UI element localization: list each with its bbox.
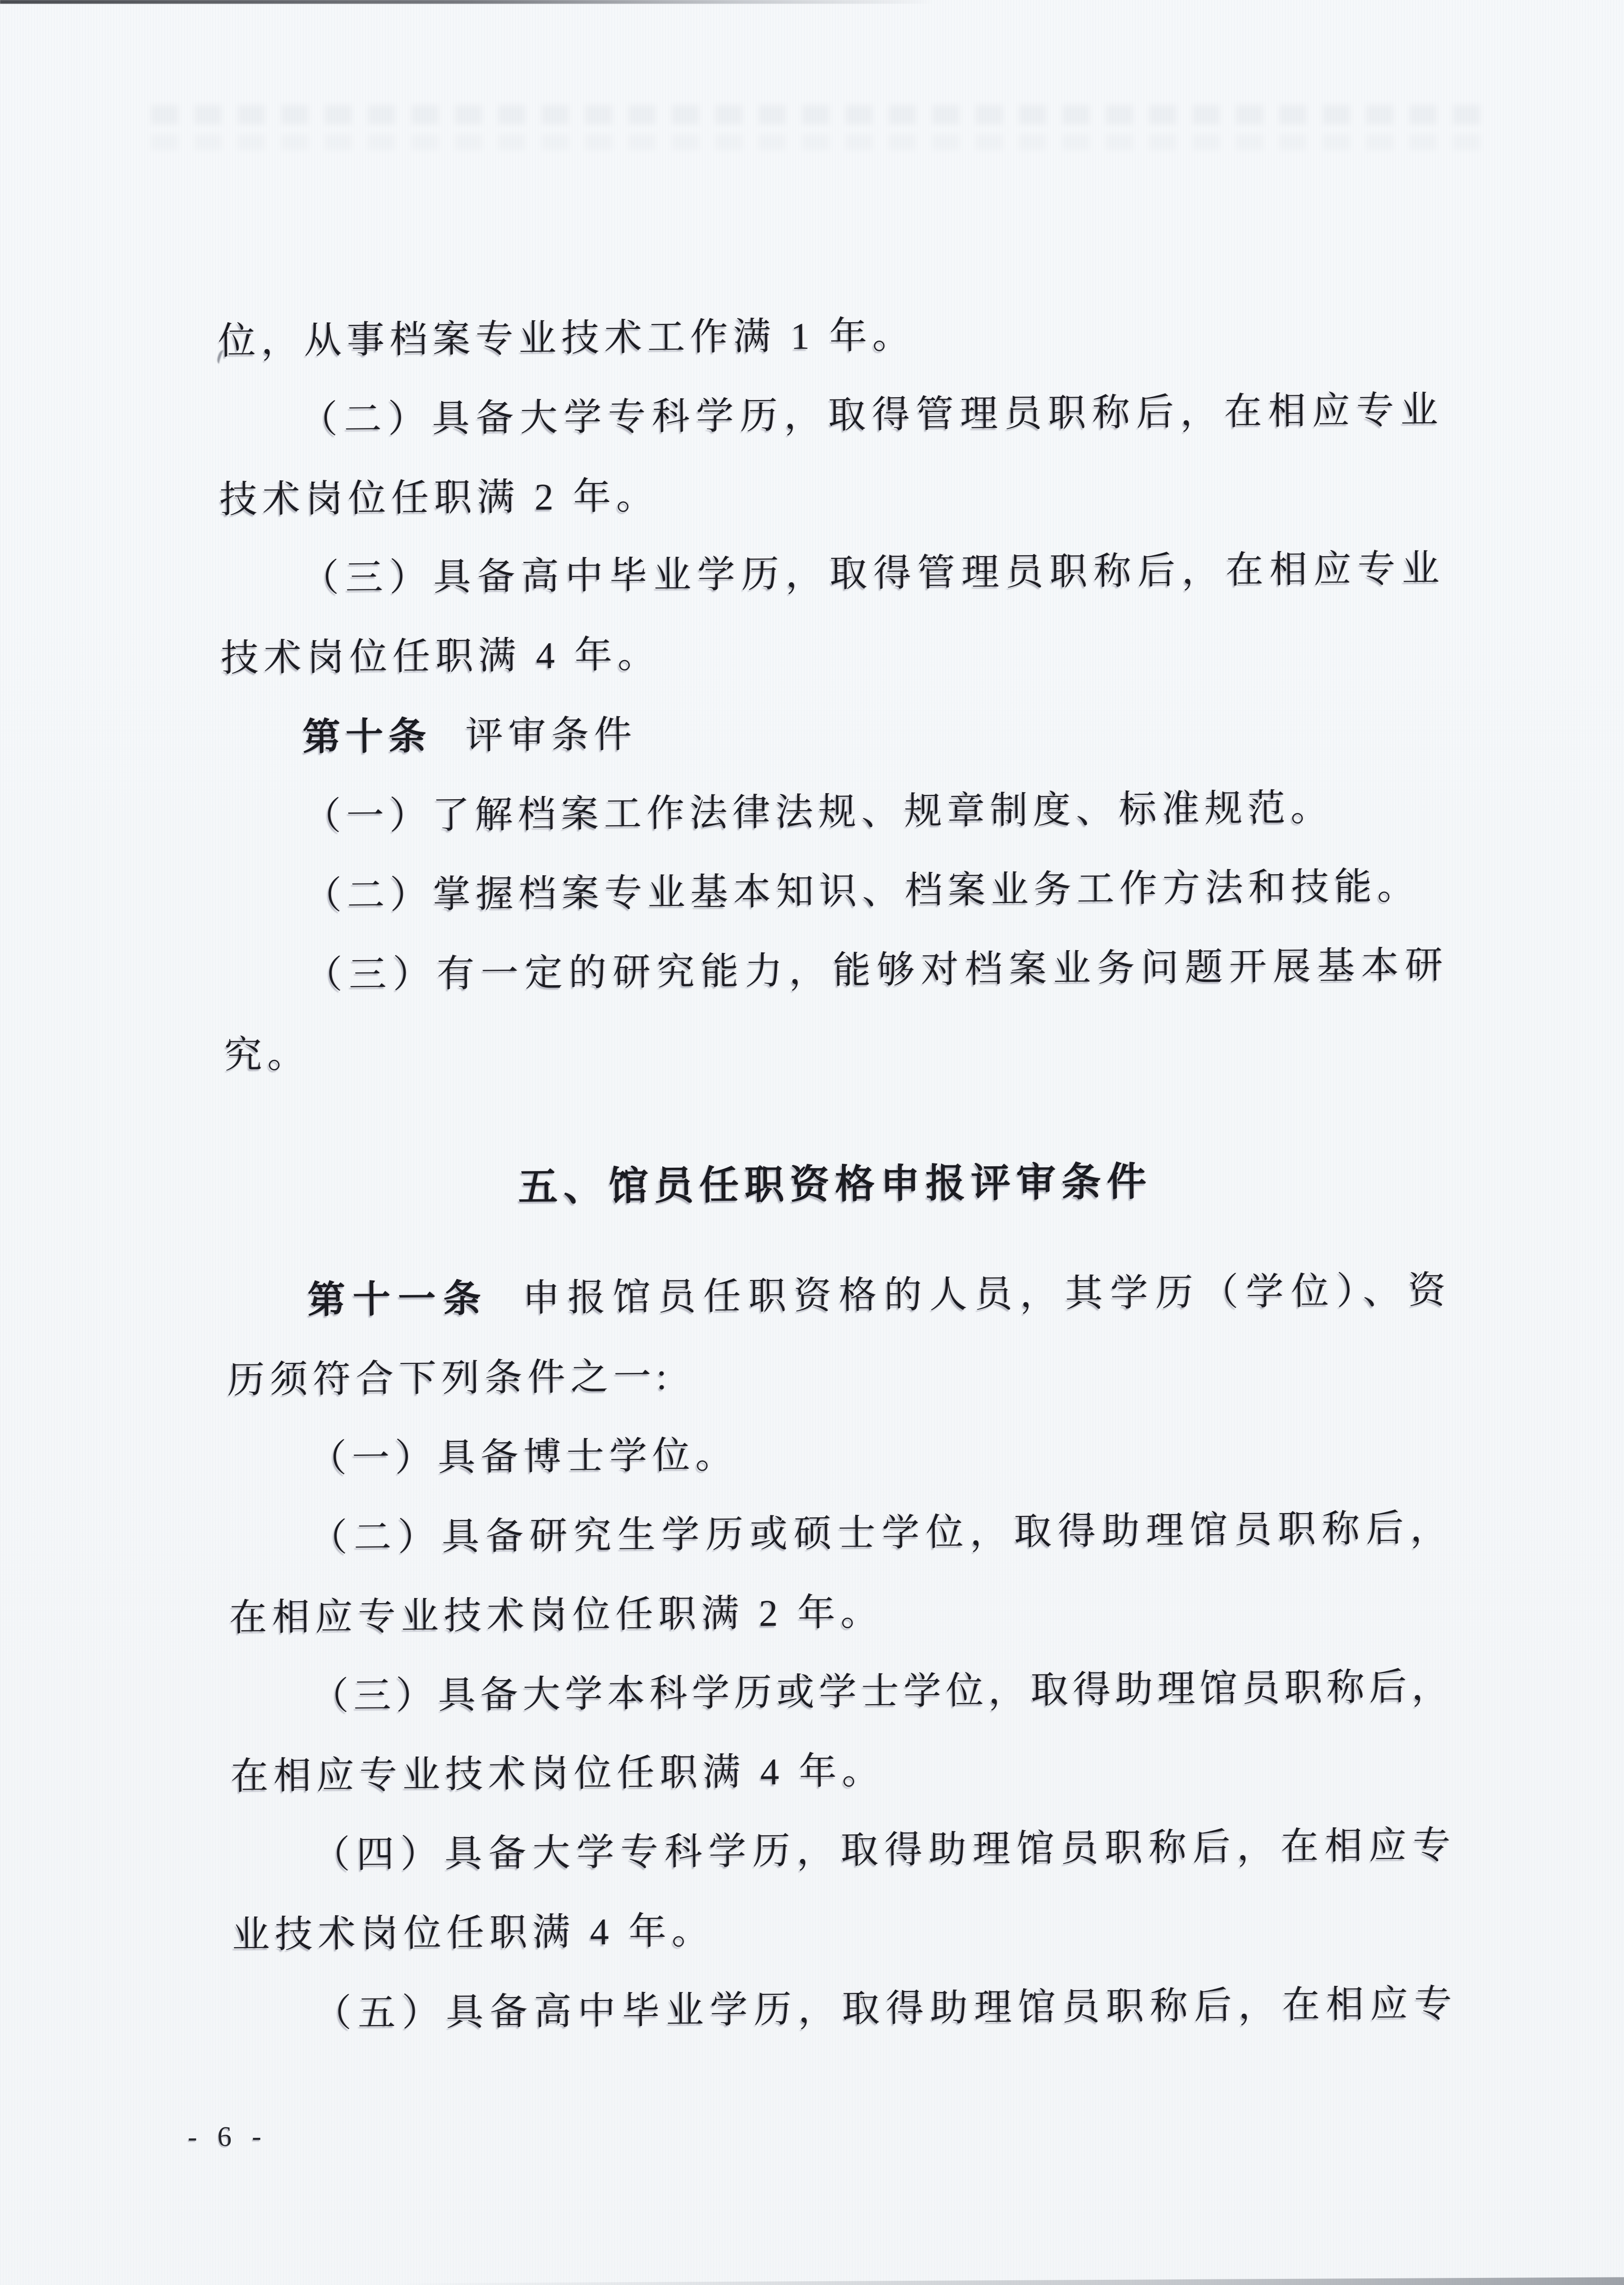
document-body xyxy=(215,0,1452,2054)
line-text: （一）具备博士学位。 xyxy=(308,1434,739,1480)
document-line xyxy=(222,767,1441,857)
document-line xyxy=(220,529,1440,619)
line-text: 评审条件 xyxy=(465,714,638,757)
document-line xyxy=(230,1647,1449,1737)
section-heading: 五、馆员任职资格申报评审条件 xyxy=(518,1159,1152,1209)
document-line xyxy=(223,926,1443,1016)
line-text: 技术岗位任职满 4 年。 xyxy=(220,634,661,680)
line-text: （三）有一定的研究能力，能够对档案业务问题开展基本研 xyxy=(304,945,1443,996)
clause-block-upper xyxy=(218,292,1444,1095)
document-line xyxy=(220,608,1440,698)
document-line xyxy=(230,1726,1450,1816)
document-line xyxy=(224,1005,1444,1095)
document-line xyxy=(233,1964,1452,2054)
document-line xyxy=(219,450,1439,540)
document-line xyxy=(218,370,1438,460)
line-text: （五）具备高中毕业学历，取得助理馆员职称后，在相应专 xyxy=(313,1983,1452,2035)
line-text: （四）具备大学专科学历，取得助理馆员职称后，在相应专 xyxy=(312,1825,1451,1876)
line-text: （二）具备大学专科学历，取得管理员职称后，在相应专业 xyxy=(300,389,1439,441)
clause-block-lower xyxy=(226,1250,1452,2054)
document-line xyxy=(227,1409,1447,1499)
line-text: 历须符合下列条件之一: xyxy=(227,1356,673,1401)
document-line xyxy=(228,1489,1448,1579)
document-line xyxy=(229,1568,1449,1658)
line-text: 位，从事档案专业技术工作满 1 年。 xyxy=(217,315,916,363)
line-text: （二）掌握档案专业基本知识、档案业务工作方法和技能。 xyxy=(304,865,1420,917)
line-text: （二）具备研究生学历或硕士学位，取得助理馆员职称后， xyxy=(309,1507,1448,1559)
document-line xyxy=(221,687,1441,778)
scan-artifact-bottom-edge xyxy=(396,2277,1624,2285)
line-text: 技术岗位任职满 2 年。 xyxy=(219,475,659,521)
article-number-label: 第十条 xyxy=(302,715,432,758)
document-line xyxy=(218,292,1438,382)
line-text: 业技术岗位任职满 4 年。 xyxy=(232,1910,715,1956)
line-text: 在相应专业技术岗位任职满 2 年。 xyxy=(229,1591,884,1639)
line-text: （一）了解档案工作法律法规、规章制度、标准规范。 xyxy=(303,787,1334,838)
document-line xyxy=(232,1885,1451,1975)
article-number-label: 第十一条 xyxy=(307,1277,489,1321)
line-text: 究。 xyxy=(224,1034,310,1076)
document-line xyxy=(226,1250,1446,1341)
line-text: 申报馆员任职资格的人员，其学历（学位）、资 xyxy=(522,1270,1446,1320)
line-text: 在相应专业技术岗位任职满 4 年。 xyxy=(230,1750,885,1798)
line-text: （三）具备大学本科学历或学士学位，取得助理馆员职称后， xyxy=(311,1666,1449,1718)
line-text: （三）具备高中毕业学历，取得管理员职称后，在相应专业 xyxy=(301,548,1440,600)
document-line xyxy=(227,1330,1447,1420)
document-line xyxy=(223,846,1442,937)
document-line xyxy=(231,1806,1451,1896)
page-number: - 6 - xyxy=(187,2120,268,2152)
